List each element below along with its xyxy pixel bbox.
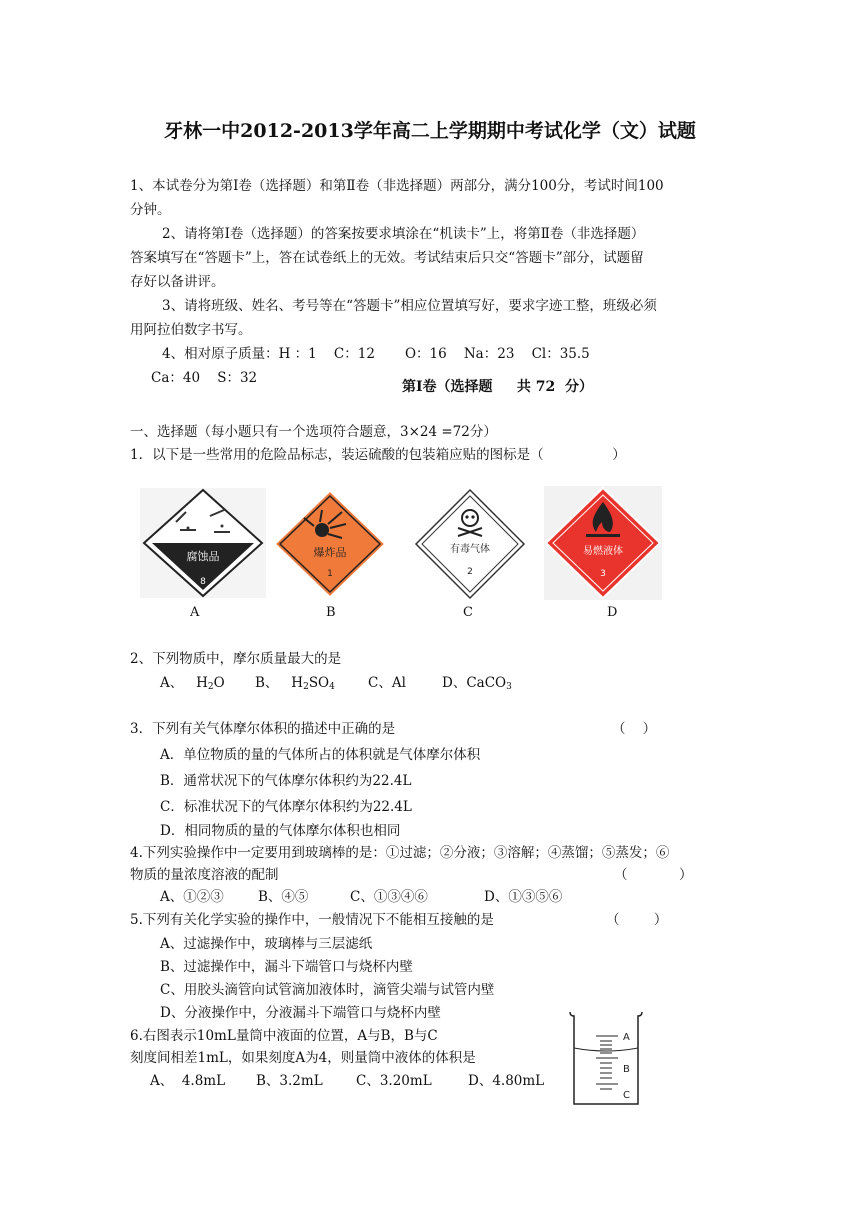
- flammable-liquid-sign-text: 易燃液体: [583, 546, 623, 557]
- question-2-option-b: B、 $H_2SO_4$: [255, 675, 335, 692]
- explosive-sign-text: 爆炸品: [313, 546, 347, 559]
- question-6-option-a: A、 4.8mL: [150, 1073, 226, 1089]
- question-2-stem: 2、下列物质中，摩尔质量最大的是: [130, 651, 342, 667]
- note-2-line1: 2、请将第Ⅰ卷（选择题）的答案按要求填涂在“机读卡”上，将第Ⅱ卷（非选择题）: [162, 226, 645, 242]
- sign-label-d: D: [607, 605, 618, 620]
- note-4-line2: Ca：40 S：32: [151, 370, 258, 386]
- question-3-option-d: D．相同物质的量的气体摩尔体积也相同: [160, 823, 401, 839]
- note-4-line1: 4、相对原子质量：H ：1 C：12 O：16 Na：23 Cl：35.5: [162, 346, 590, 362]
- question-4-paren: （ ）: [614, 867, 693, 883]
- question-5-option-a: A、过滤操作中，玻璃棒与三层滤纸: [160, 936, 373, 952]
- toxic-gas-sign: [414, 488, 526, 600]
- sign-label-b: B: [326, 605, 336, 620]
- question-5-paren: （ ）: [606, 912, 668, 928]
- cylinder-mark-b: B: [623, 1064, 630, 1075]
- question-4-option-b: B、④⑤: [258, 889, 309, 905]
- question-4-option-c: C、①③④⑥: [350, 889, 428, 905]
- question-5-option-b: B、过滤操作中，漏斗下端管口与烧杯内壁: [160, 959, 413, 975]
- question-6-option-d: D、4.80mL: [468, 1073, 545, 1089]
- question-3-option-a: A．单位物质的量的气体所占的体积就是气体摩尔体积: [160, 747, 481, 763]
- explosive-sign: [270, 488, 390, 600]
- question-5-option-c: C、用胶头滴管向试管滴加液体时，滴管尖端与试管内壁: [160, 982, 495, 998]
- flammable-liquid-sign: [544, 486, 662, 600]
- question-6-option-c: C、3.20mL: [356, 1073, 432, 1089]
- toxic-gas-sign-text: 有毒气体: [450, 544, 490, 555]
- note-1-line2: 分钟。: [130, 202, 171, 218]
- question-3-option-c: C．标准状况下的气体摩尔体积约为22.4L: [160, 799, 412, 815]
- sign-label-a: A: [190, 605, 200, 620]
- question-2-option-d: D、CaCO$_3$: [442, 675, 512, 692]
- question-1-stem: 1．以下是一些常用的危险品标志，装运硫酸的包装箱应贴的图标是（ ）: [130, 447, 626, 463]
- note-3-line1: 3、请将班级、姓名、考号等在“答题卡”相应位置填写好，要求字迹工整，班级必须: [162, 298, 657, 314]
- note-3-line2: 用阿拉伯数字书写。: [130, 322, 252, 338]
- question-4-stem-line1: 4.下列实验操作中一定要用到玻璃棒的是：①过滤；②分液；③溶解；④蒸馏；⑤蒸发；⑥: [130, 845, 670, 861]
- question-5-stem: 5.下列有关化学实验的操作中，一般情况下不能相互接触的是: [130, 912, 494, 928]
- question-4-option-d: D、①③⑤⑥: [484, 889, 563, 905]
- question-4-stem-line2: 物质的量浓度溶液的配制: [130, 867, 279, 883]
- toxic-gas-sign-number: 2: [467, 567, 473, 577]
- question-3-stem: 3．下列有关气体摩尔体积的描述中正确的是: [130, 721, 396, 737]
- explosive-sign-number: 1: [327, 569, 333, 579]
- question-4-option-a: A、①②③: [160, 889, 224, 905]
- note-2-line3: 存好以备讲评。: [130, 274, 225, 290]
- note-1-line1: 1、本试卷分为第Ⅰ卷（选择题）和第Ⅱ卷（非选择题）两部分，满分100分，考试时间100: [130, 178, 664, 194]
- question-6-stem-line1: 6.右图表示10mL量筒中液面的位置，A与B，B与C: [130, 1028, 438, 1044]
- question-5-option-d: D、分液操作中，分液漏斗下端管口与烧杯内壁: [160, 1005, 441, 1021]
- sign-label-c: C: [463, 605, 473, 620]
- question-3-option-b: B．通常状况下的气体摩尔体积约为22.4L: [160, 773, 412, 789]
- graduated-cylinder-figure: [566, 1008, 646, 1108]
- question-2-option-a: A、 $H_2O$: [160, 675, 225, 692]
- page-title: 牙林一中2012-2013学年高二上学期期中考试化学（文）试题: [164, 120, 696, 142]
- corrosive-sign-text: 腐蚀品: [186, 550, 220, 563]
- part-1-heading: 一、选择题（每小题只有一个选项符合题意，3×24 =72分）: [130, 424, 497, 440]
- section-1-heading: 第Ⅰ卷（选择题 共 72 分）: [402, 379, 594, 395]
- flammable-liquid-sign-number: 3: [600, 569, 606, 579]
- cylinder-mark-a: A: [623, 1032, 630, 1043]
- question-6-option-b: B、3.2mL: [256, 1073, 323, 1089]
- question-3-paren: （ ）: [612, 721, 657, 737]
- cylinder-mark-c: C: [623, 1090, 630, 1101]
- note-2-line2: 答案填写在“答题卡”上，答在试卷纸上的无效。考试结束后只交“答题卡”部分，试题留: [130, 250, 644, 266]
- question-2-option-c: C、Al: [368, 675, 406, 691]
- corrosive-sign: [140, 488, 266, 598]
- corrosive-sign-number: 8: [200, 577, 206, 587]
- question-6-stem-line2: 刻度间相差1mL，如果刻度A为4，则量筒中液体的体积是: [130, 1050, 476, 1066]
